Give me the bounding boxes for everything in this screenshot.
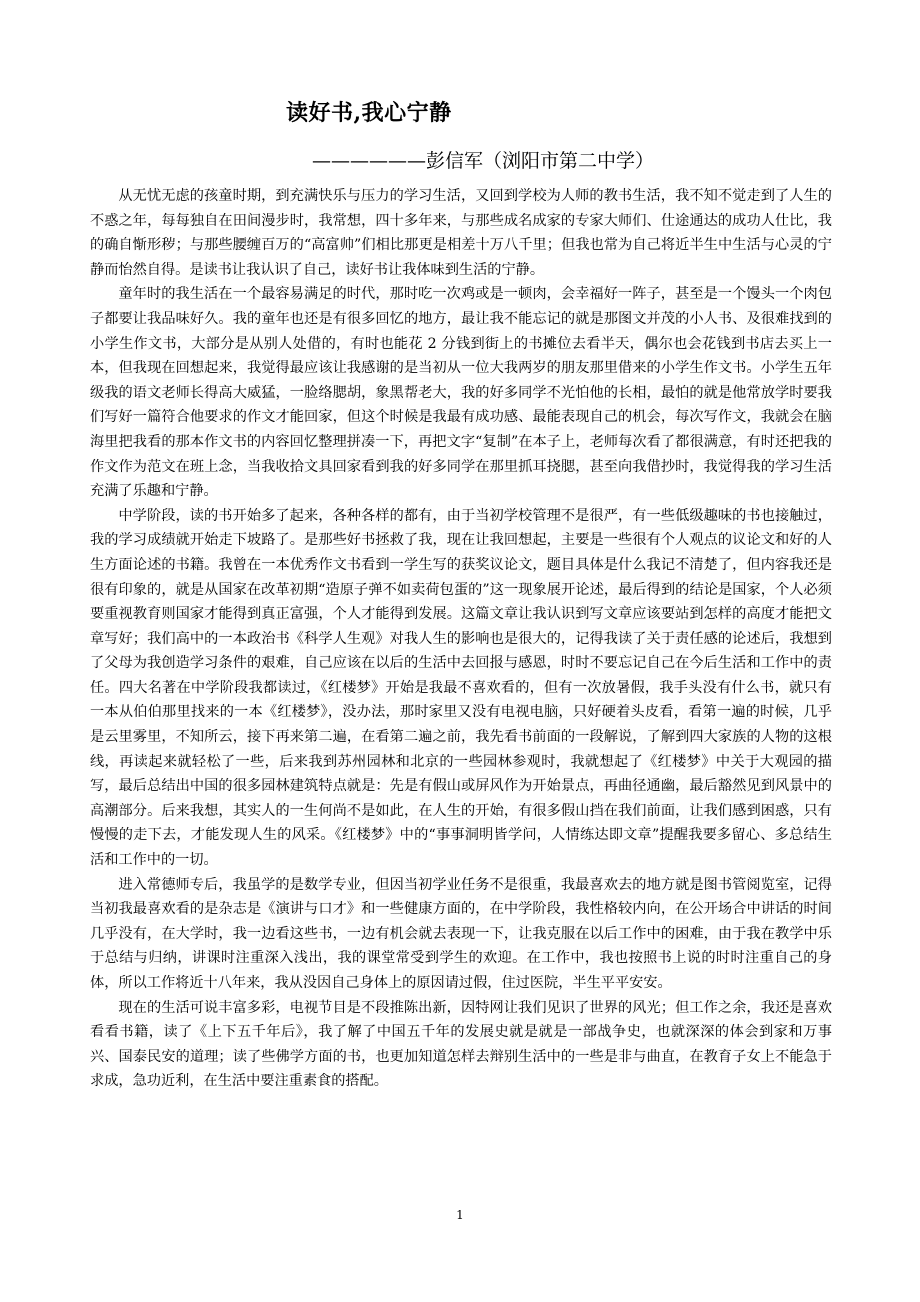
paragraph-4: 进入常德师专后，我虽学的是数学专业，但因当初学业任务不是很重，我最喜欢去的地方就是图书管阅览室，记得当初我最喜欢看的是杂志是《演讲与口才》和一些健康方面的，在中学阶段，我性格较内向，在公开场合中讲话的时间几乎没有，在大学时，我一边看这些书，一边有机会就去表现一下，让我克服在以后工作中的困难，由于我在教学中乐于总结与归纳，讲课时注重深入浅出，我的课堂常受到学生的欢迎。在工作中，我也按照书上说的时时注重自己的身体，所以工作将近十八年来，我从没因自己身体上的原因请过假，住过医院，半生平平安安。 <box>90 876 832 991</box>
paragraph-3: 中学阶段，读的书开始多了起来，各种各样的都有，由于当初学校管理不是很严，有一些低级趣味的书也接触过，我的学习成绩就开始走下坡路了。是那些好书拯救了我，现在让我回想起，主要是一些很有个人观点的议论文和好的人生方面论述的书籍。我曾在一本优秀作文书看到一学生写的获奖议论文，题目具体是什么我记不清楚了，但内容我还是很有印象的，就是从国家在改革初期“造原子弹不如卖荷包蛋的”这一现象展开论述，最后得到的结论是国家，个人必须要重视教育则国家才能得到真正富强，个人才能得到发展。这篇文章让我认识到写文章应该要站到怎样的高度才能把文章写好；我们高中的一本政治书《科学人生观》对我人生的影响也是很大的，记得我读了关于责任感的论述后，我想到了父母为我创造学习条件的艰难，自己应该在以后的生活中去回报与感恩，时时不要忘记自己在今后生活和工作中的责任。四大名著在中学阶段我都读过，《红楼梦》开始是我最不喜欢看的，但有一次放暑假，我手头没有什么书，就只有一本从伯伯那里找来的一本《红楼梦》，没办法，那时家里又没有电视电脑，只好硬着头皮看，看第一遍的时候，几乎是云里雾里，不知所云，接下再来第二遍，在看第二遍之前，我先看书前面的一段解说，了解到四大家族的人物的这根线，再读起来就轻松了一些，后来我到苏州园林和北京的一些园林参观时，我就想起了《红楼梦》中关于大观园的描写，最后总结出中国的很多园林建筑特点就是：先是有假山或屏风作为开始景点，再曲径通幽，最后豁然见到风景中的高潮部分。后来我想，其实人的一生何尚不是如此，在人生的开始，有很多假山挡在我们前面，让我们感到困惑，只有慢慢的走下去，才能发现人生的风采。《红楼梦》中的“事事洞明皆学问，人情练达即文章”提醒我要多留心、多总结生活和工作中的一切。 <box>90 507 832 869</box>
paragraph-2: 童年时的我生活在一个最容易满足的时代，那时吃一次鸡或是一顿肉，会幸福好一阵子，甚至是一个馒头一个肉包子都要让我品味好久。我的童年也还是有很多回忆的地方，最让我不能忘记的就是那图文并茂的小人书、及很难找到的小学生作文书，大部分是从别人处借的，有时也能花 2 分钱到街上的书摊位去看半天，偶尔也会花钱到书店去买上一本，但我现在回想起来，我觉得最应该让我感谢的是当初从一位大我两岁的朋友那里借来的小学生作文书。小学生五年级我的语文老师长得高大威猛，一脸络腮胡，象黑帮老大，我的好多同学不光怕他的长相，最怕的就是他常放学时要我们写好一篇符合他要求的作文才能回家，但这个时候是我最有成功感、最能表现自己的机会，每次写作文，我就会在脑海里把我看的那本作文书的内容回忆整理拼凑一下，再把文字“复制”在本子上，老师每次看了都很满意，有时还把我的作文作为范文在班上念，当我收拾文具回家看到我的好多同学在那里抓耳挠腮，甚至向我借抄时，我觉得我的学习生活充满了乐趣和宁静。 <box>90 286 832 500</box>
page-number: 1 <box>456 1208 464 1222</box>
paragraph-5: 现在的生活可说丰富多彩，电视节目是不段推陈出新，因特网让我们见识了世界的风光；但工作之余，我还是喜欢看看书籍，读了《上下五千年后》，我了解了中国五千年的发展史就是就是一部战争史，也就深深的体会到家和万事兴、国泰民安的道理；读了些佛学方面的书，也更加知道怎样去辩别生活中的一些是非与曲直，在教育子女上不能急于求成，急功近利，在生活中要注重素食的搭配。 <box>90 999 832 1090</box>
paragraph-1: 从无忧无虑的孩童时期，到充满快乐与压力的学习生活，又回到学校为人师的教书生活，我不知不觉走到了人生的不惑之年，每每独自在田间漫步时，我常想，四十多年来，与那些成名成家的专家大师们、仕途通达的成功人仕比，我的确自惭形秽；与那些腰缠百万的“高富帅”们相比那更是相差十万八千里；但我也常为自己将近半生中生活与心灵的宁静而怡然自得。是读书让我认识了自己，读好书让我体味到生活的宁静。 <box>90 188 832 278</box>
document-body <box>90 184 832 1094</box>
author-byline: ——————彭信军（浏阳市第二中学） <box>312 150 655 172</box>
document-title: 读好书,我心宁静 <box>286 100 452 126</box>
